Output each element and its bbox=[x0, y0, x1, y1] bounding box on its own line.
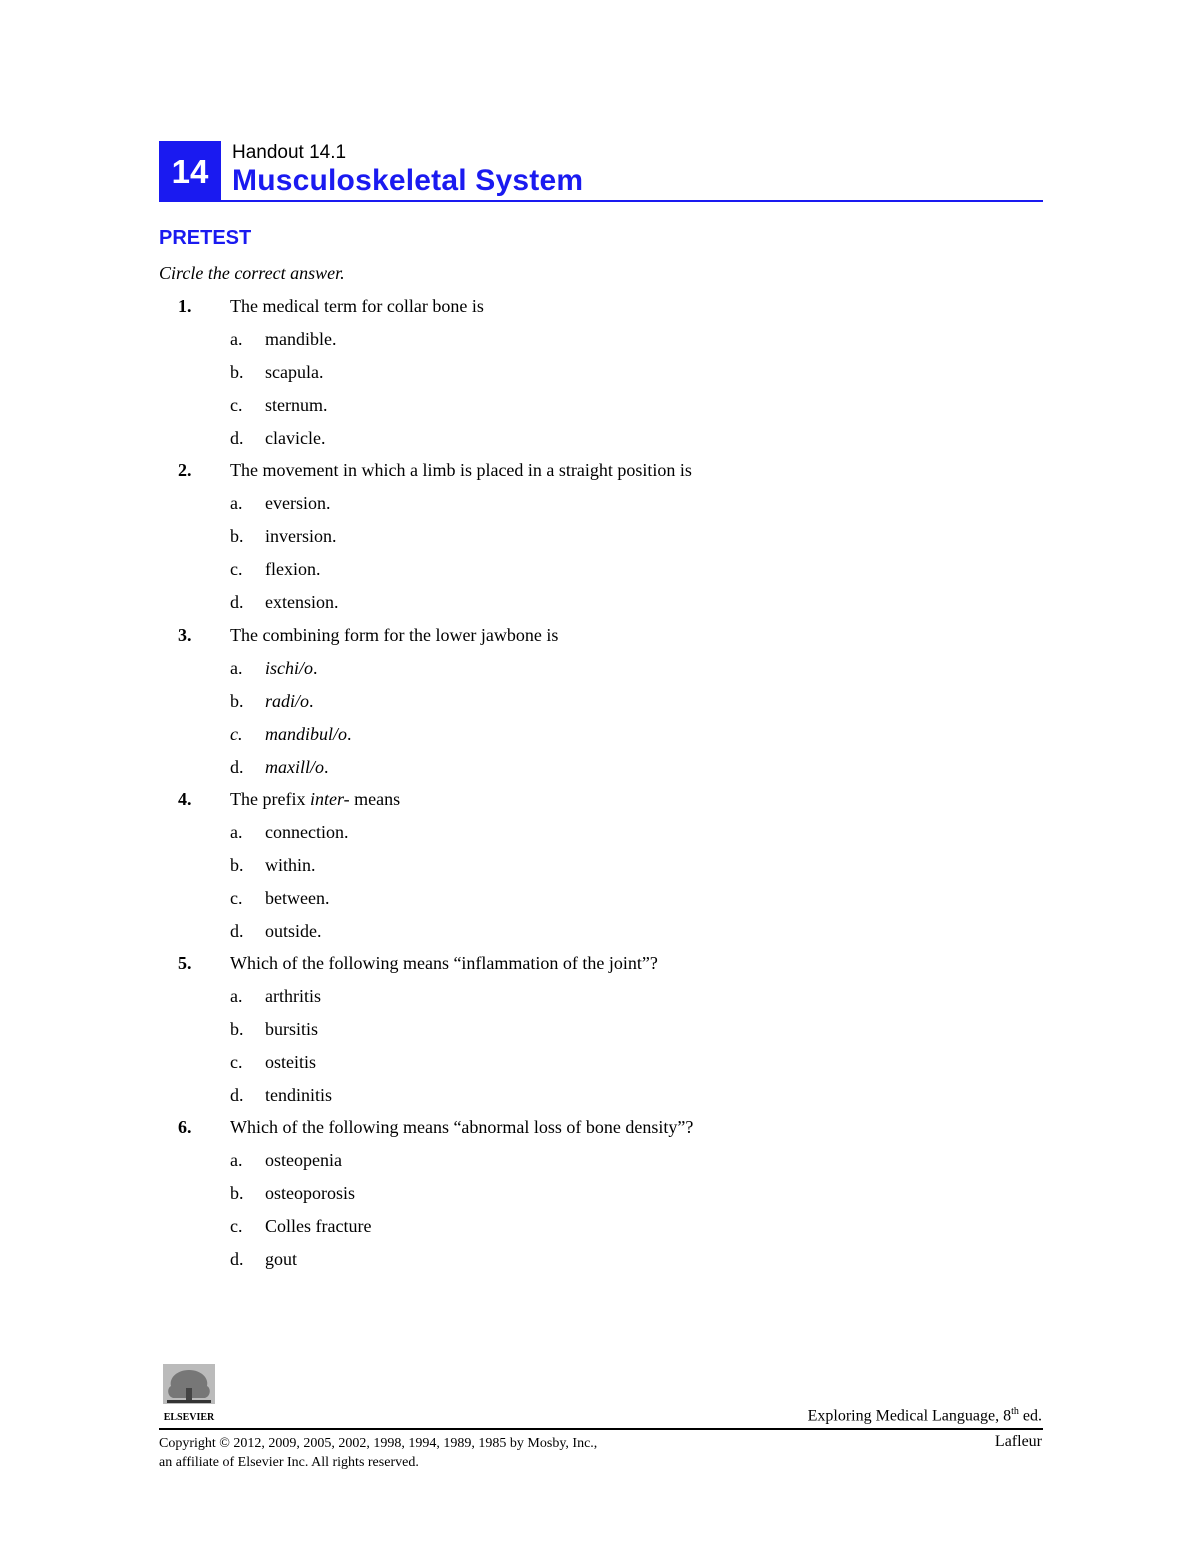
answer-option[interactable]: bursitis bbox=[265, 1019, 319, 1039]
option-letter: c. bbox=[230, 724, 243, 744]
answer-option[interactable]: outside. bbox=[265, 921, 322, 941]
answer-option[interactable]: tendinitis bbox=[265, 1085, 332, 1105]
option-letter: b. bbox=[230, 1183, 244, 1203]
author-name: Lafleur bbox=[994, 1433, 1042, 1450]
answer-option[interactable]: osteopenia bbox=[265, 1150, 342, 1170]
question-number: 2. bbox=[178, 460, 192, 480]
option-letter: b. bbox=[230, 362, 244, 382]
option-letter: d. bbox=[230, 428, 244, 448]
elsevier-logo bbox=[159, 1362, 219, 1424]
handout-label: Handout 14.1 bbox=[232, 142, 347, 163]
answer-option[interactable]: inversion. bbox=[265, 526, 337, 546]
page-title: Musculoskeletal System bbox=[232, 164, 584, 197]
question-text: The medical term for collar bone is bbox=[230, 296, 484, 316]
option-letter: a. bbox=[230, 986, 243, 1006]
copyright-notice bbox=[159, 1434, 597, 1472]
question-number: 1. bbox=[178, 296, 192, 316]
footer-divider bbox=[159, 1428, 1043, 1430]
answer-option[interactable]: osteoporosis bbox=[265, 1183, 355, 1203]
option-letter: d. bbox=[230, 921, 244, 941]
answer-option[interactable]: radi/o. bbox=[265, 691, 314, 711]
question-text: The prefix inter- means bbox=[230, 789, 401, 809]
question-number: 3. bbox=[178, 625, 192, 645]
copyright-line: Copyright © 2012, 2009, 2005, 2002, 1998, 1994, 1989, 1985 by Mosby, Inc., bbox=[159, 1436, 598, 1451]
answer-option[interactable]: clavicle. bbox=[265, 428, 326, 448]
answer-option[interactable]: extension. bbox=[265, 592, 339, 612]
answer-option[interactable]: flexion. bbox=[265, 559, 321, 579]
answer-option[interactable]: maxill/o. bbox=[265, 757, 329, 777]
question-number: 5. bbox=[178, 953, 192, 973]
answer-option[interactable]: mandible. bbox=[265, 329, 337, 349]
option-letter: b. bbox=[230, 526, 244, 546]
answer-option[interactable]: scapula. bbox=[265, 362, 324, 382]
option-letter: c. bbox=[230, 888, 243, 908]
copyright-line: an affiliate of Elsevier Inc. All rights reserved. bbox=[159, 1455, 419, 1470]
answer-option[interactable]: connection. bbox=[265, 822, 349, 842]
book-title: Exploring Medical Language, 8th ed. bbox=[807, 1406, 1042, 1425]
question-text: The movement in which a limb is placed in a straight position is bbox=[230, 460, 692, 480]
question-text: Which of the following means “abnormal loss of bone density”? bbox=[230, 1117, 694, 1137]
answer-option[interactable]: ischi/o. bbox=[265, 658, 318, 678]
option-letter: d. bbox=[230, 1249, 244, 1269]
section-heading: PRETEST bbox=[159, 227, 252, 249]
answer-option[interactable]: mandibul/o. bbox=[265, 724, 352, 744]
option-letter: b. bbox=[230, 1019, 244, 1039]
option-letter: a. bbox=[230, 493, 243, 513]
answer-option[interactable]: gout bbox=[265, 1249, 298, 1269]
option-letter: c. bbox=[230, 1052, 243, 1072]
option-letter: b. bbox=[230, 691, 244, 711]
answer-option[interactable]: between. bbox=[265, 888, 330, 908]
answer-option[interactable]: osteitis bbox=[265, 1052, 317, 1072]
option-letter: b. bbox=[230, 855, 244, 875]
answer-option[interactable]: arthritis bbox=[265, 986, 321, 1006]
question-text: Which of the following means “inflammation of the joint”? bbox=[230, 953, 658, 973]
question-number: 4. bbox=[178, 789, 192, 809]
option-letter: a. bbox=[230, 1150, 243, 1170]
option-letter: a. bbox=[230, 658, 243, 678]
option-letter: c. bbox=[230, 395, 243, 415]
option-letter: c. bbox=[230, 1216, 243, 1236]
option-letter: c. bbox=[230, 559, 243, 579]
question-number: 6. bbox=[178, 1117, 192, 1137]
instructions: Circle the correct answer. bbox=[159, 263, 345, 283]
chapter-number-badge: 14 bbox=[159, 141, 221, 202]
option-letter: d. bbox=[230, 757, 244, 777]
option-letter: d. bbox=[230, 592, 244, 612]
answer-option[interactable]: Colles fracture bbox=[265, 1216, 372, 1236]
answer-option[interactable]: within. bbox=[265, 855, 316, 875]
title-divider bbox=[159, 200, 1043, 202]
option-letter: a. bbox=[230, 329, 243, 349]
question-text: The combining form for the lower jawbone is bbox=[230, 625, 559, 645]
answer-option[interactable]: sternum. bbox=[265, 395, 328, 415]
option-letter: d. bbox=[230, 1085, 244, 1105]
logo-text: ELSEVIER bbox=[163, 1412, 215, 1423]
answer-option[interactable]: eversion. bbox=[265, 493, 331, 513]
option-letter: a. bbox=[230, 822, 243, 842]
